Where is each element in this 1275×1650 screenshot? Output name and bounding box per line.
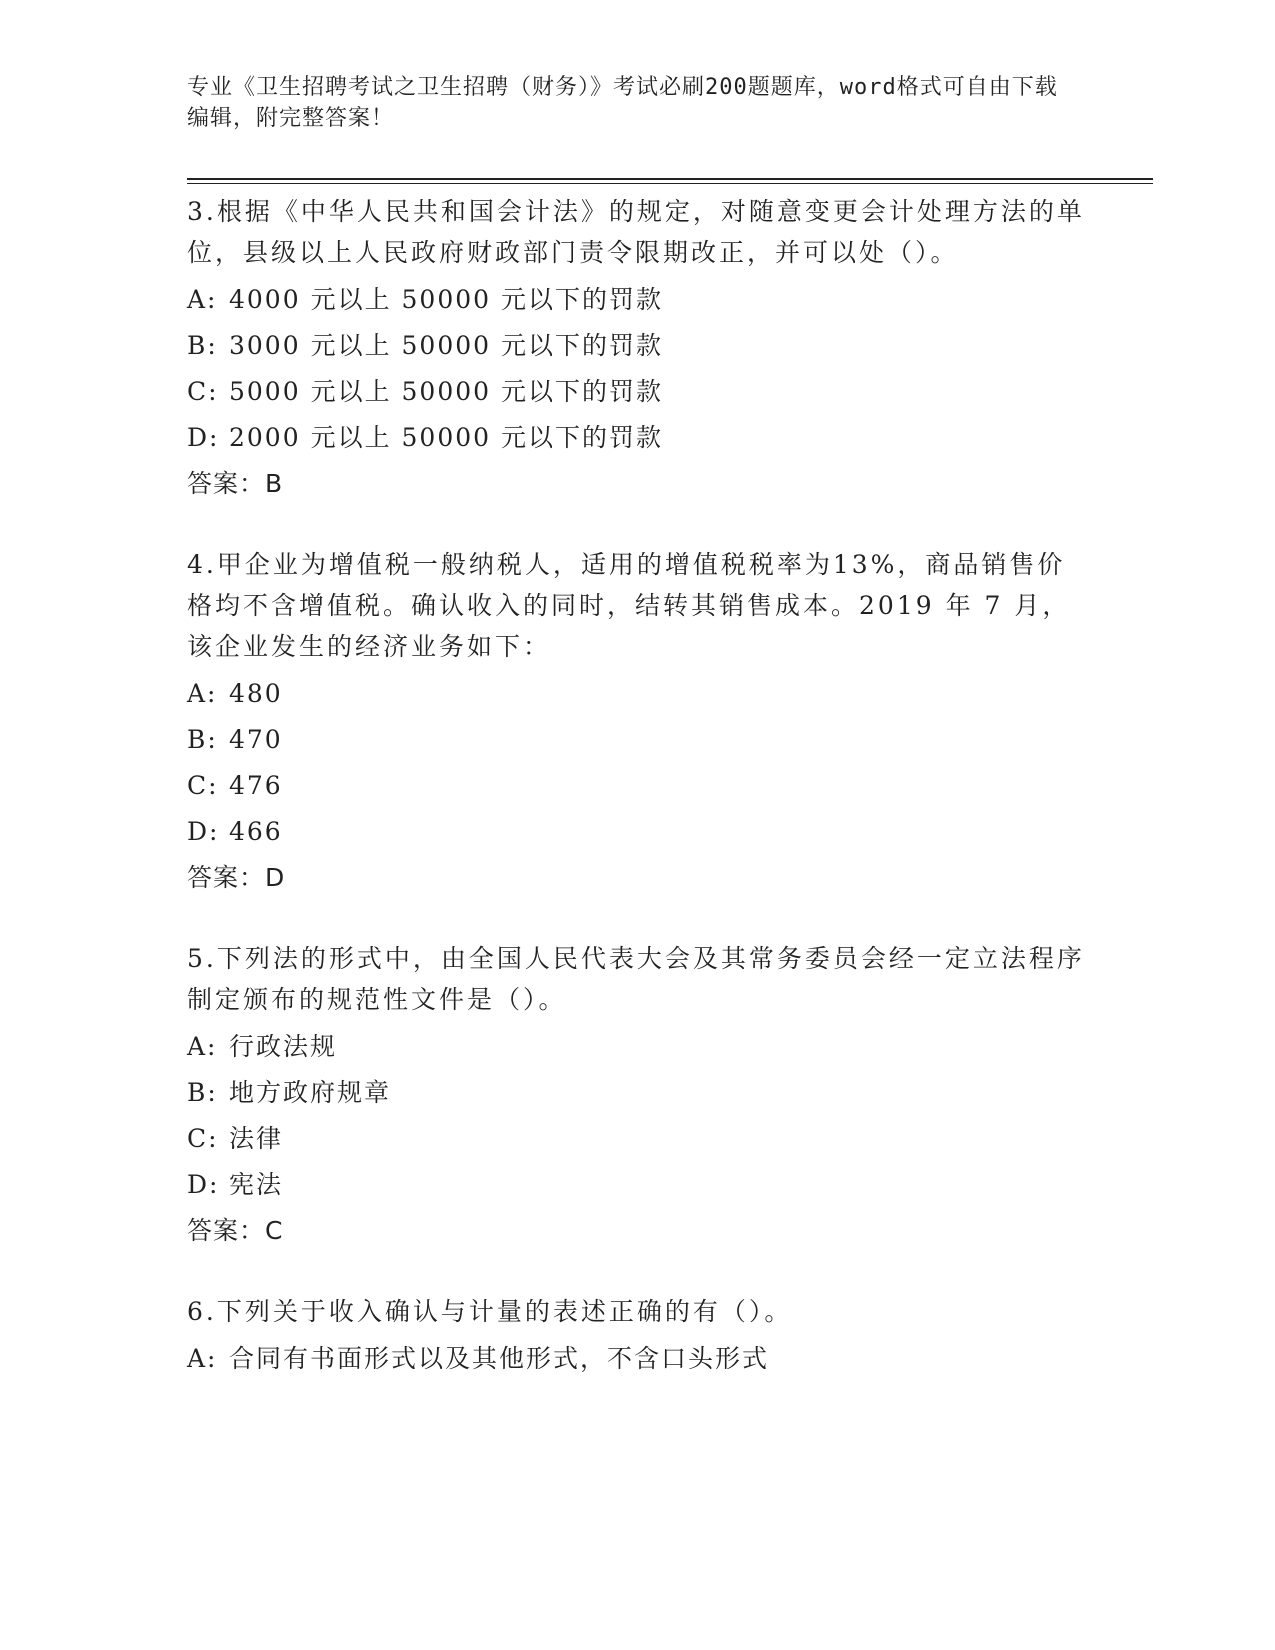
option-c bbox=[187, 369, 1087, 415]
option-a bbox=[187, 1336, 1087, 1382]
option-text: 宪法 bbox=[229, 1170, 284, 1199]
option-d bbox=[187, 415, 1087, 461]
option-b bbox=[187, 1070, 1087, 1116]
option-letter: C: bbox=[187, 377, 219, 406]
answer-line: 答案：C bbox=[187, 1216, 284, 1245]
option-a bbox=[187, 671, 1087, 717]
answer-line: 答案：D bbox=[187, 863, 286, 892]
option-text: 地方政府规章 bbox=[229, 1078, 392, 1107]
question-stem: 4.甲企业为增值税一般纳税人，适用的增值税税率为13%，商品销售价格均不含增值税。确认收入的同时，结转其销售成本。2019 年 7 月，该企业发生的经济业务如下： bbox=[187, 550, 1071, 661]
option-letter: B: bbox=[187, 725, 218, 754]
header-divider-thin bbox=[187, 183, 1153, 184]
option-letter: A: bbox=[187, 1032, 218, 1061]
option-letter: D: bbox=[187, 1170, 220, 1199]
option-text: 466 bbox=[229, 817, 283, 846]
option-text: 3000 元以上 50000 元以下的罚款 bbox=[229, 331, 663, 360]
question-stem: 3.根据《中华人民共和国会计法》的规定，对随意变更会计处理方法的单位，县级以上人民政府财政部门责令限期改正，并可以处（）。 bbox=[187, 197, 1085, 267]
document-header: 专业《卫生招聘考试之卫生招聘（财务）》考试必刷200题题库，word格式可自由下载编辑，附完整答案！ bbox=[187, 75, 1058, 131]
option-letter: D: bbox=[187, 817, 220, 846]
option-letter: D: bbox=[187, 423, 220, 452]
answer-line: 答案：B bbox=[187, 469, 284, 498]
option-c bbox=[187, 763, 1087, 809]
question-6 bbox=[187, 1291, 1087, 1382]
question-stem: 6.下列关于收入确认与计量的表述正确的有（）。 bbox=[187, 1297, 793, 1326]
header-divider-thick bbox=[187, 178, 1153, 180]
option-d bbox=[187, 809, 1087, 855]
option-text: 470 bbox=[229, 725, 283, 754]
option-text: 480 bbox=[229, 679, 283, 708]
option-text: 4000 元以上 50000 元以下的罚款 bbox=[229, 285, 663, 314]
question-5 bbox=[187, 938, 1087, 1254]
option-letter: C: bbox=[187, 771, 219, 800]
option-letter: B: bbox=[187, 1078, 218, 1107]
question-3 bbox=[187, 191, 1087, 507]
option-letter: A: bbox=[187, 285, 218, 314]
option-text: 5000 元以上 50000 元以下的罚款 bbox=[229, 377, 663, 406]
option-b bbox=[187, 717, 1087, 763]
option-d bbox=[187, 1162, 1087, 1208]
option-letter: B: bbox=[187, 331, 218, 360]
option-text: 合同有书面形式以及其他形式，不含口头形式 bbox=[229, 1344, 770, 1373]
option-text: 2000 元以上 50000 元以下的罚款 bbox=[229, 423, 663, 452]
option-letter: A: bbox=[187, 679, 218, 708]
option-text: 法律 bbox=[229, 1124, 284, 1153]
option-letter: C: bbox=[187, 1124, 219, 1153]
option-b bbox=[187, 323, 1087, 369]
option-text: 行政法规 bbox=[229, 1032, 338, 1061]
question-4 bbox=[187, 544, 1087, 901]
option-a bbox=[187, 1024, 1087, 1070]
option-a bbox=[187, 277, 1087, 323]
option-letter: A: bbox=[187, 1344, 218, 1373]
option-text: 476 bbox=[229, 771, 283, 800]
option-c bbox=[187, 1116, 1087, 1162]
question-list bbox=[187, 188, 1087, 1419]
question-stem: 5.下列法的形式中，由全国人民代表大会及其常务委员会经一定立法程序制定颁布的规范性文件是（）。 bbox=[187, 944, 1085, 1014]
